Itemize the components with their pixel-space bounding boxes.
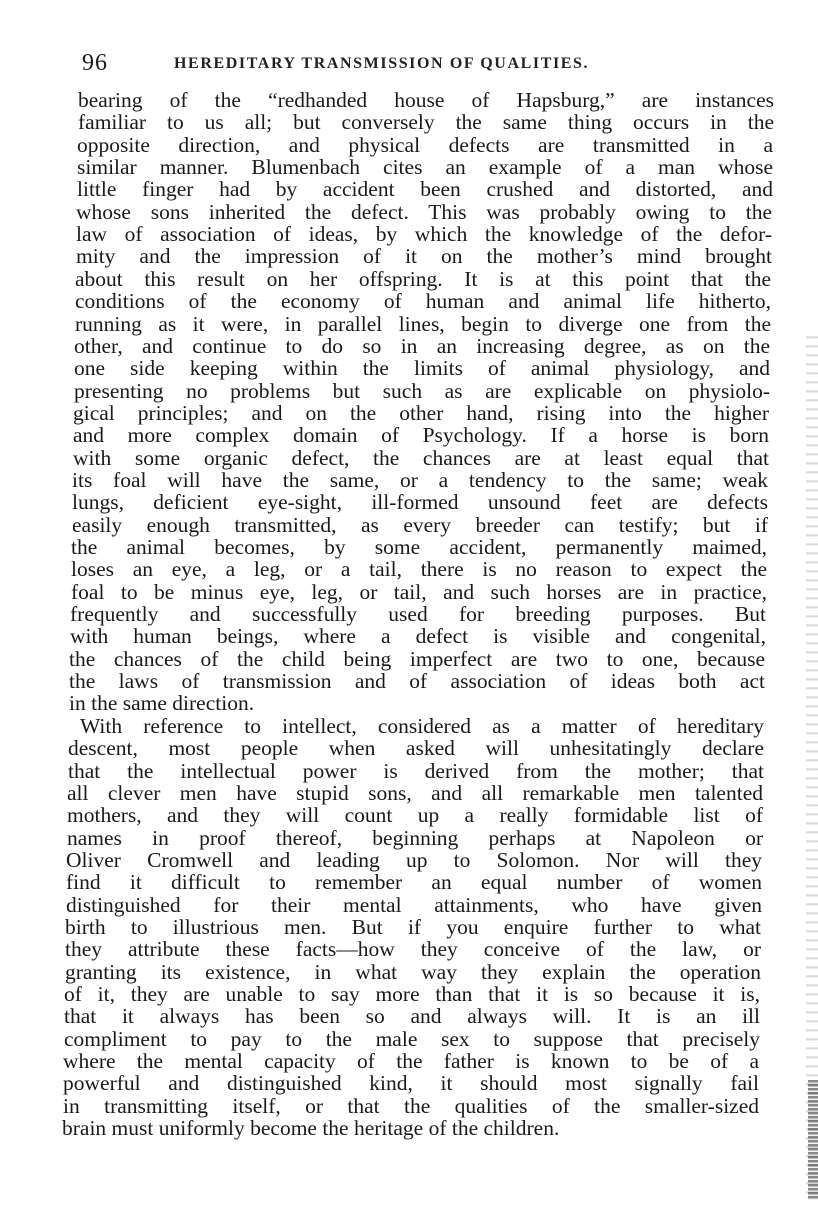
running-title: HEREDITARY TRANSMISSION OF QUALITIES. [174, 55, 590, 72]
text-line: bearing of the “redhanded house of Hapsburg,” are instances [78, 88, 774, 112]
text-line: With reference to intellect, considered as a matter of hereditary [80, 713, 764, 738]
text-line: the laws of transmission and of association of ideas both act [69, 669, 765, 694]
text-line: find it difficult to remember an equal number of women [66, 870, 762, 895]
text-line: easily enough transmitted, as every breeder can testify; but if [72, 512, 768, 537]
text-line: the animal becomes, by some accident, permanently maimed, [71, 535, 767, 559]
text-line: gical principles; and on the other hand, rising into the higher [73, 400, 769, 425]
text-line: the chances of the child being imperfect are two to one, because [69, 646, 765, 671]
text-line: compliment to pay to the male sex to suppose that precisely [64, 1026, 760, 1051]
text-line: conditions of the economy of human and animal life hitherto, [75, 289, 771, 314]
text-line: law of association of ideas, by which the knowledge of the defor- [76, 222, 772, 247]
text-line: opposite direction, and physical defects are transmitted in a [77, 132, 773, 157]
text-line: brain must uniformly become the heritage of the children. [62, 1116, 560, 1141]
text-line: mity and the impression of it on the mother’s mind brought [76, 244, 772, 269]
text-line: about this result on her offspring. It is at this point that the [75, 266, 771, 291]
text-line: that it always has been so and always will. It is an ill [64, 1004, 760, 1029]
text-line: little finger had by accident been crushed and distorted, and [77, 177, 773, 202]
text-line: frequently and successfully used for breeding purposes. But [70, 602, 766, 627]
text-line: distinguished for their mental attainments, who have given [66, 892, 762, 917]
text-line: similar manner. Blumenbach cites an example of a man whose [77, 155, 773, 180]
text-line: foal to be minus eye, leg, or tail, and such horses are in practice, [71, 579, 767, 604]
text-line: all clever men have stupid sons, and all remarkable men talented [67, 780, 763, 805]
text-line: powerful and distinguished kind, it should most signally fail [63, 1071, 759, 1096]
text-line: lungs, deficient eye-sight, ill-formed unsound feet are defects [72, 490, 768, 515]
text-line: whose sons inherited the defect. This was probably owing to the [76, 199, 772, 224]
page-edge-shadow [808, 1080, 818, 1200]
text-line: they attribute these facts—how they conceive of the law, or [65, 937, 761, 962]
page-edge-texture [806, 330, 818, 1200]
text-line: running as it were, in parallel lines, begin to diverge one from the [75, 311, 771, 336]
text-line: in the same direction. [69, 691, 255, 716]
text-line: descent, most people when asked will unhesitatingly declare [68, 736, 764, 761]
page-number: 96 [82, 50, 108, 76]
text-line: Oliver Cromwell and leading up to Solomon. Nor will they [66, 847, 762, 872]
text-line: of it, they are unable to say more than that it is so because it is, [64, 982, 760, 1006]
text-line: where the mental capacity of the father is known to be of a [63, 1049, 759, 1074]
text-line: with human beings, where a defect is visible and congenital, [70, 624, 766, 649]
page-header [82, 48, 772, 78]
body-text [62, 89, 774, 1164]
text-line: that the intellectual power is derived from the mother; that [68, 758, 764, 783]
text-line: one side keeping within the limits of animal physiology, and [74, 356, 770, 381]
text-line: in transmitting itself, or that the qualities of the smaller-sized [63, 1093, 759, 1118]
text-line: names in proof thereof, beginning perhaps at Napoleon or [67, 825, 763, 850]
text-line: presenting no problems but such as are explicable on physiolo- [74, 378, 770, 403]
text-line: granting its existence, in what way they explain the operation [65, 959, 761, 984]
text-line: and more complex domain of Psychology. If a horse is born [73, 423, 769, 448]
text-line: its foal will have the same, or a tendency to the same; weak [72, 467, 768, 492]
text-line: with some organic defect, the chances are at least equal that [73, 445, 769, 470]
text-line: loses an eye, a leg, or a tail, there is no reason to expect the [71, 557, 767, 582]
text-line: mothers, and they will count up a really formidable list of [67, 803, 763, 828]
text-line: birth to illustrious men. But if you enquire further to what [65, 914, 761, 939]
text-line: familiar to us all; but conversely the same thing occurs in the [78, 110, 774, 135]
text-line: other, and continue to do so in an increasing degree, as on the [74, 333, 770, 358]
